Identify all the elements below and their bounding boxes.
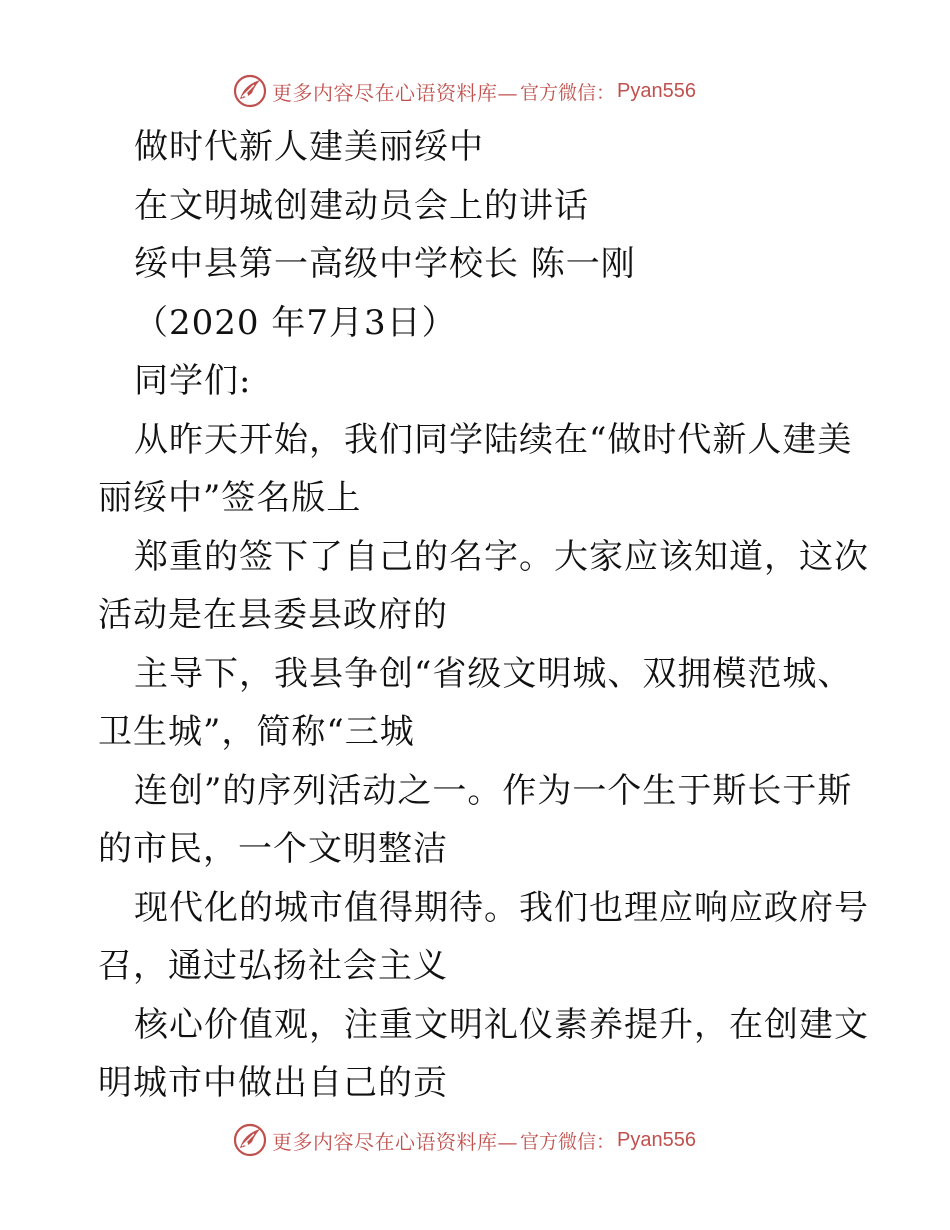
watermark-id: Pyan556 [617, 79, 696, 102]
paragraph-line: 召，通过弘扬社会主义 [98, 946, 448, 986]
paragraph-line: 核心价值观，注重文明礼仪素养提升，在创建文 [134, 1004, 869, 1045]
document-author: 绥中县第一高级中学校长 陈一刚 [134, 244, 636, 284]
quill-logo-icon [232, 1122, 268, 1158]
document-date: （2020 年7月3日） [134, 302, 457, 343]
paragraph-line: 连创”的序列活动之一。作为一个生于斯长于斯 [134, 770, 853, 811]
watermark-label: 官方微信： [520, 81, 616, 104]
watermark-id: Pyan556 [617, 1128, 696, 1151]
footer-watermark [232, 1122, 696, 1158]
paragraph-line: 主导下，我县争创“省级文明城、双拥模范城、 [134, 653, 853, 694]
watermark-label: 官方微信： [520, 1130, 616, 1153]
document-body [98, 118, 869, 1113]
document-salutation: 同学们: [134, 361, 252, 401]
paragraph-line: 从昨天开始，我们同学陆续在“做时代新人建美 [134, 419, 853, 460]
paragraph-line: 活动是在县委县政府的 [98, 595, 448, 635]
paragraph-line: 卫生城”，简称“三城 [98, 712, 415, 752]
quill-logo-icon [232, 73, 268, 109]
paragraph-line: 明城市中做出自己的贡 [98, 1063, 448, 1103]
paragraph-line: 郑重的签下了自己的名字。大家应该知道，这次 [134, 536, 869, 577]
paragraph-line: 的市民，一个文明整洁 [98, 829, 448, 869]
document-title: 做时代新人建美丽绥中 [134, 127, 484, 167]
paragraph-line: 现代化的城市值得期待。我们也理应响应政府号 [134, 887, 869, 928]
document-subtitle: 在文明城创建动员会上的讲话 [134, 185, 589, 226]
watermark-text: 更多内容尽在心语资料库— [272, 1129, 518, 1154]
header-watermark [232, 73, 696, 109]
watermark-text: 更多内容尽在心语资料库— [272, 80, 518, 105]
paragraph-line: 丽绥中”签名版上 [98, 478, 362, 518]
